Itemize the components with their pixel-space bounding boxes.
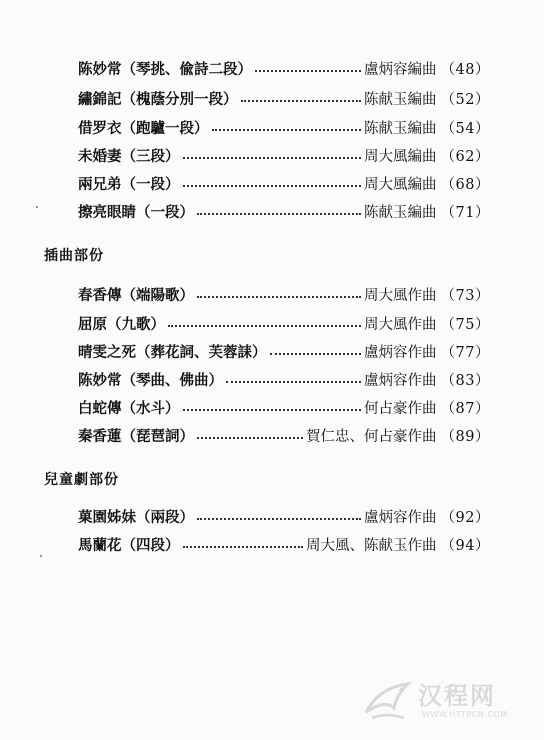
toc-entry — [78, 367, 490, 391]
dot-leader — [197, 296, 361, 298]
entry-page: （73） — [440, 287, 490, 304]
dot-leader — [197, 518, 361, 520]
entry-title: 晴雯之死（葬花詞、芙蓉誄） — [78, 343, 267, 361]
bird-logo-icon — [360, 672, 416, 728]
entry-composer: 何占豪作曲 — [364, 400, 437, 417]
entry-title: 擦亮眼睛（一段） — [78, 203, 194, 221]
entry-composer: 周大風作曲 — [364, 287, 437, 304]
entry-page: （52） — [440, 91, 490, 108]
entry-title: 陈妙常（琴挑、偸詩二段） — [78, 60, 252, 78]
entry-title: 未婚妻（三段） — [78, 147, 180, 165]
entry-composer: 周大風、陈献玉作曲 — [306, 537, 437, 554]
entry-title: 繡錦記（槐蔭分別一段） — [78, 90, 238, 108]
entry-title: 陈妙常（琴曲、佛曲） — [78, 371, 223, 389]
entry-page: （83） — [440, 372, 490, 389]
entry-composer: 周大風編曲 — [364, 176, 437, 193]
toc-entry — [78, 115, 490, 139]
toc-entry — [78, 56, 490, 80]
dot-leader — [183, 185, 362, 187]
entry-composer: 陈献玉編曲 — [364, 120, 437, 137]
entry-composer: 盧炳容作曲 — [364, 372, 437, 389]
toc-entry — [78, 282, 490, 306]
dot-leader — [255, 70, 361, 72]
watermark — [360, 670, 530, 730]
toc-entry — [78, 395, 490, 419]
entry-page: （87） — [440, 400, 490, 417]
toc-entry — [78, 311, 490, 335]
entry-page: （89） — [440, 428, 490, 445]
scan-speck — [36, 206, 38, 208]
entry-title: 兩兄弟（一段） — [78, 175, 180, 193]
toc-entry — [78, 199, 490, 223]
toc-entry — [78, 171, 490, 195]
entry-composer: 周大風編曲 — [364, 148, 437, 165]
entry-title: 屈原（九歌） — [78, 315, 165, 333]
toc-entry — [78, 143, 490, 167]
watermark-text: 汉程网 — [418, 682, 496, 710]
toc-entry — [78, 86, 490, 110]
entry-page: （68） — [440, 176, 490, 193]
entry-composer: 盧炳容編曲 — [364, 61, 437, 78]
entry-title: 春香傳（端陽歌） — [78, 286, 194, 304]
dot-leader — [212, 129, 362, 131]
dot-leader — [168, 325, 361, 327]
entry-page: （54） — [440, 120, 490, 137]
entry-page: （48） — [440, 61, 490, 78]
toc-entry — [78, 423, 490, 447]
dot-leader — [270, 353, 362, 355]
entry-composer: 賀仁忠、何占豪作曲 — [306, 428, 437, 445]
entry-page: （92） — [440, 509, 490, 526]
entry-page: （94） — [440, 537, 490, 554]
dot-leader — [197, 213, 361, 215]
dot-leader — [183, 409, 362, 411]
entry-title: 借罗衣（跑驢一段） — [78, 119, 209, 137]
entry-page: （75） — [440, 316, 490, 333]
dot-leader — [197, 437, 303, 439]
entry-title: 馬蘭花（四段） — [78, 536, 180, 554]
watermark-url: WWW.HTTPCN.COM — [422, 710, 508, 719]
toc-entry — [78, 532, 490, 556]
dot-leader — [226, 381, 361, 383]
entry-title: 白蛇傳（水斗） — [78, 399, 180, 417]
section-heading: 兒童劇部份 — [44, 472, 119, 488]
toc-entry — [78, 339, 490, 363]
dot-leader — [183, 157, 362, 159]
entry-page: （77） — [440, 344, 490, 361]
entry-page: （71） — [440, 204, 490, 221]
entry-composer: 陈献玉編曲 — [364, 91, 437, 108]
dot-leader — [241, 100, 362, 102]
dot-leader — [183, 546, 304, 548]
scan-speck — [40, 555, 42, 557]
entry-composer: 盧炳容作曲 — [364, 509, 437, 526]
entry-composer: 陈献玉編曲 — [364, 204, 437, 221]
section-heading: 插曲部份 — [44, 248, 104, 264]
entry-page: （62） — [440, 148, 490, 165]
entry-composer: 周大風作曲 — [364, 316, 437, 333]
entry-title: 秦香蓮（琵琶詞） — [78, 427, 194, 445]
entry-title: 菓園姊妹（兩段） — [78, 508, 194, 526]
toc-entry — [78, 504, 490, 528]
entry-composer: 盧炳容作曲 — [364, 344, 437, 361]
